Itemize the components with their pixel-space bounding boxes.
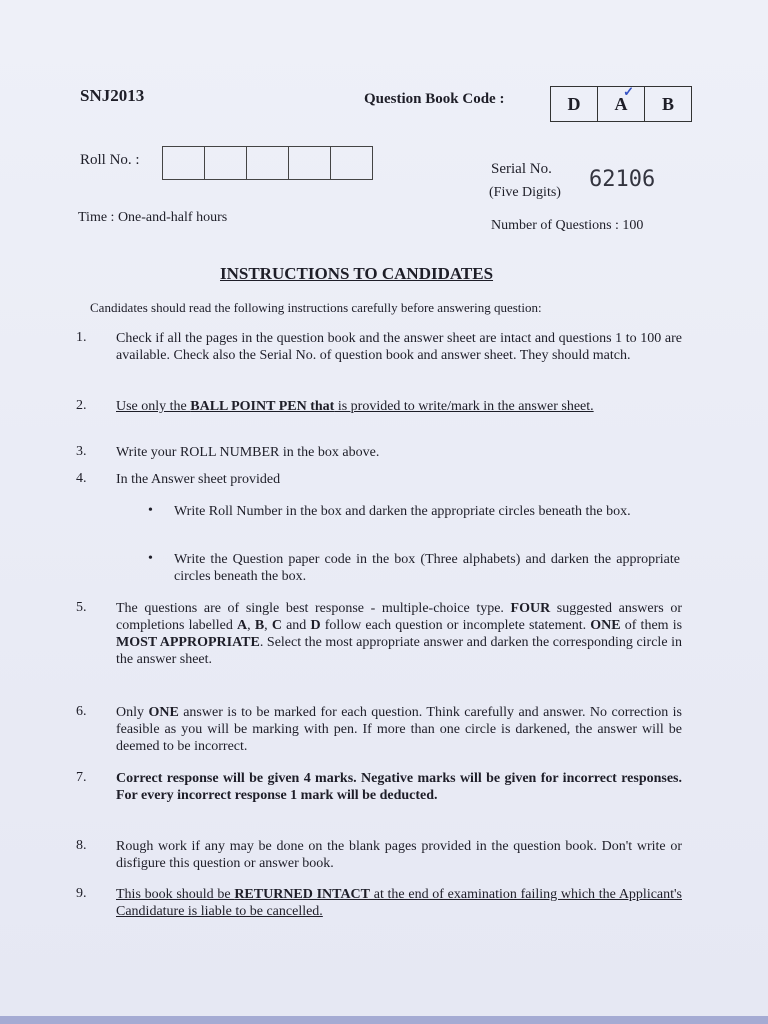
roll-digit-box[interactable] <box>331 147 372 179</box>
instruction-number: 4. <box>76 471 87 486</box>
text-run-bold: RETURNED INTACT <box>234 887 371 902</box>
check-mark-icon: ✓ <box>623 84 634 99</box>
instruction-text <box>116 444 682 461</box>
bullet-text: Write Roll Number in the box and darken the appropriate circles beneath the box. <box>174 504 631 519</box>
roll-digit-box[interactable] <box>289 147 331 179</box>
roll-number-label: Roll No. : <box>80 152 140 168</box>
code-box-2 <box>598 84 645 121</box>
text-run: answer is to be marked for each question. Think carefully and answer. No correction is feasible as you will be marking with pen. If more than one circle is darkened, the answer will be deemed to be incorrect. <box>116 705 682 754</box>
instruction-number: 6. <box>76 704 87 719</box>
text-run-bold: MOST APPROPRIATE <box>116 635 260 650</box>
text-run: , <box>264 618 272 633</box>
serial-number-value: 62106 <box>589 167 656 192</box>
text-run: Rough work if any may be done on the blank pages provided in the question book. Don't write or disfigure this question or answer book. <box>116 839 682 871</box>
instruction-number: 3. <box>76 444 87 459</box>
text-run: of them is <box>620 618 683 633</box>
text-run: This book should be <box>116 887 235 902</box>
bullet-text: Write the Question paper code in the box (Three alphabets) and darken the appropriate circles beneath the box. <box>174 552 680 584</box>
roll-digit-box[interactable] <box>247 147 289 179</box>
instructions-intro: Candidates should read the following instructions carefully before answering question: <box>90 300 542 315</box>
text-run: and <box>281 618 311 633</box>
text-run: at the end of examination failing which the Applicant's Candidature is liable to be cancelled. <box>116 887 682 919</box>
code-box-1: D <box>551 87 598 121</box>
instruction-number: 5. <box>76 600 87 615</box>
text-run: Check if all the pages in the question book and the answer sheet are intact and questions 1 to 100 are available. Check also the Serial No. of question book and answer sheet. They should match. <box>116 331 682 363</box>
instruction-text <box>116 471 682 488</box>
text-run-bold: Correct response will be given 4 marks. Negative marks will be given for incorrect responses. For every incorrect response 1 mark will be deducted. <box>116 771 682 803</box>
bullet-icon: • <box>148 503 153 518</box>
instruction-text <box>116 704 682 755</box>
serial-number-hint: (Five Digits) <box>489 185 561 200</box>
text-run-bold: A <box>237 618 248 633</box>
text-run: , <box>247 618 255 633</box>
instruction-text <box>116 886 682 920</box>
code-box-3: B <box>661 93 674 114</box>
instruction-number: 2. <box>76 398 87 413</box>
question-book-code-label: Question Book Code : <box>364 91 505 107</box>
instruction-text <box>116 770 682 804</box>
text-run-bold: ONE <box>590 618 621 633</box>
code-box-2-letter: A <box>614 93 628 114</box>
instruction-text <box>116 838 682 872</box>
text-run: The questions are of single best response - multiple-choice type. <box>116 601 511 616</box>
text-run-bold: FOUR <box>510 601 551 616</box>
text-run: . Select the most appropriate answer and darken the corresponding circle in the answer sheet. <box>116 635 682 667</box>
text-run: is provided to write/mark in the answer sheet. <box>334 399 594 414</box>
text-run: suggested answers or completions labelled <box>116 601 682 633</box>
number-of-questions: Number of Questions : 100 <box>491 218 644 233</box>
instruction-text <box>116 600 682 668</box>
time-allowed: Time : One-and-half hours <box>78 210 228 225</box>
instruction-number: 9. <box>76 886 87 901</box>
exam-code: SNJ2013 <box>80 86 145 105</box>
roll-number-boxes[interactable] <box>162 146 373 180</box>
text-run-bold: B <box>254 618 265 633</box>
instruction-number: 8. <box>76 838 87 853</box>
text-run: Write your ROLL NUMBER in the box above. <box>116 445 380 460</box>
roll-digit-box[interactable] <box>163 147 205 179</box>
text-run: Use only the <box>116 399 191 414</box>
text-run: follow each question or incomplete statement. <box>320 618 591 633</box>
instruction-text <box>116 398 682 415</box>
text-run-bold: C <box>271 618 282 633</box>
serial-number-label: Serial No. <box>491 161 552 177</box>
text-run: In the Answer sheet provided <box>116 472 281 487</box>
text-run: Only <box>116 705 149 720</box>
question-book-code-boxes <box>550 86 692 122</box>
instruction-number: 7. <box>76 770 87 785</box>
text-run-bold: D <box>310 618 321 633</box>
instruction-number: 1. <box>76 330 87 345</box>
bullet-icon: • <box>148 551 153 566</box>
instructions-title: INSTRUCTIONS TO CANDIDATES <box>220 264 494 283</box>
roll-digit-box[interactable] <box>205 147 247 179</box>
text-run-bold: ONE <box>148 705 179 720</box>
instruction-text <box>116 330 682 364</box>
text-run-bold: BALL POINT PEN that <box>190 399 335 414</box>
bottom-edge <box>0 1016 768 1024</box>
